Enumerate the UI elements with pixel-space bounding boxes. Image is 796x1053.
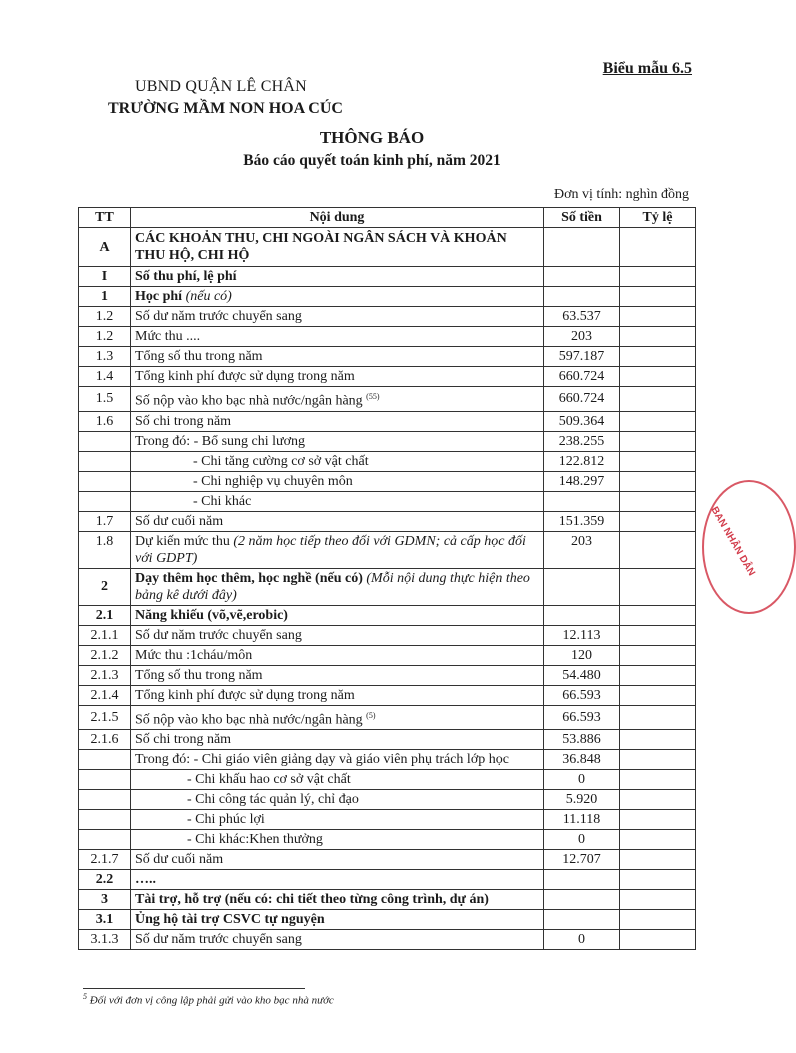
ratio-cell [620, 705, 696, 730]
section-1-row [79, 267, 696, 287]
tt-cell: 1 [79, 287, 131, 307]
tt-cell: 2.2 [79, 870, 131, 890]
row-2-1-7 [79, 850, 696, 870]
table-row [79, 665, 696, 685]
content-cell [131, 645, 544, 665]
red-seal-stamp [702, 480, 796, 614]
content-text: Dạy thêm học thêm, học nghề (nếu có) [135, 570, 363, 586]
ratio-cell [620, 491, 696, 511]
ratio-cell [620, 471, 696, 491]
content-text: Số chi trong năm [135, 732, 232, 748]
tt-cell: 3.1 [79, 910, 131, 930]
nang-khieu-detail-rows [79, 750, 696, 850]
content-cell [131, 685, 544, 705]
hoc-phi-row [79, 287, 696, 307]
footnote-divider [83, 988, 305, 989]
table-row [79, 411, 696, 431]
tt-cell: 1.5 [79, 387, 131, 412]
tt-cell: 2.1.2 [79, 645, 131, 665]
ratio-cell [620, 810, 696, 830]
content-cell: - Chi nghiệp vụ chuyên môn [131, 471, 544, 491]
detail-row [79, 750, 696, 770]
tt-cell: 1.2 [79, 307, 131, 327]
content-cell: - Chi phúc lợi [131, 810, 544, 830]
row-2-2 [79, 870, 696, 890]
content-text: Tổng kinh phí được sử dụng trong năm [135, 369, 355, 384]
document-title: THÔNG BÁO [319, 128, 425, 147]
amount-cell [544, 870, 620, 890]
tt-cell: A [79, 228, 131, 267]
finance-report-table [78, 207, 696, 950]
amount-cell [544, 287, 620, 307]
content-cell [131, 705, 544, 730]
footnote-ref: (55) [366, 392, 380, 401]
ratio-cell [620, 431, 696, 451]
row-1-8 [79, 531, 696, 568]
content-cell [131, 531, 544, 568]
detail-row [79, 431, 696, 451]
school-name: TRƯỜNG MẦM NON HOA CÚC [108, 100, 343, 117]
tt-cell [79, 471, 131, 491]
ratio-cell [620, 685, 696, 705]
section-2-1-row [79, 605, 696, 625]
content-cell: ….. [131, 870, 544, 890]
content-text: Số nộp vào kho bạc nhà nước/ngân hàng [135, 712, 363, 728]
form-code: Biểu mẫu 6.5 [602, 60, 692, 77]
table-row [79, 625, 696, 645]
content-note: (2 năm học tiếp theo đối với GDMN; cả cấp học đối với GDPT) [135, 533, 526, 566]
amount-cell: 63.537 [544, 307, 620, 327]
tt-cell: 2.1.5 [79, 705, 131, 730]
amount-cell: 54.480 [544, 665, 620, 685]
table-row [79, 730, 696, 750]
amount-cell: 36.848 [544, 750, 620, 770]
amount-cell: 66.593 [544, 685, 620, 705]
ratio-cell [620, 910, 696, 930]
tt-cell [79, 790, 131, 810]
header-tt: TT [79, 208, 131, 228]
content-cell: Số dư cuối năm [131, 850, 544, 870]
content-cell: - Chi khấu hao cơ sở vật chất [131, 770, 544, 790]
amount-cell: 0 [544, 770, 620, 790]
content-cell [131, 665, 544, 685]
amount-cell [544, 910, 620, 930]
section-3-1-row [79, 910, 696, 930]
content-cell: - Chi khác [131, 491, 544, 511]
tt-cell: 1.7 [79, 511, 131, 531]
ratio-cell [620, 730, 696, 750]
ratio-cell [620, 645, 696, 665]
content-cell [131, 411, 544, 431]
detail-row [79, 830, 696, 850]
content-cell [131, 730, 544, 750]
tt-cell: 2.1 [79, 605, 131, 625]
footnote-text: Đối với đơn vị công lập phải gửi vào kho bạc nhà nước [89, 994, 334, 1007]
detail-row [79, 491, 696, 511]
document-subtitle: Báo cáo quyết toán kinh phí, năm 2021 [243, 152, 501, 169]
content-cell: - Chi tăng cường cơ sở vật chất [131, 451, 544, 471]
table-row [79, 645, 696, 665]
content-text: Tổng số thu trong năm [135, 667, 263, 683]
amount-cell [544, 228, 620, 267]
ratio-cell [620, 267, 696, 287]
tt-cell: 3 [79, 890, 131, 910]
tt-cell: 2.1.7 [79, 850, 131, 870]
tt-cell: 1.3 [79, 347, 131, 367]
content-cell: - Chi công tác quản lý, chỉ đạo [131, 790, 544, 810]
footnote-mark: 5 [83, 992, 87, 1001]
amount-cell: 660.724 [544, 387, 620, 412]
header-content: Nội dung [131, 208, 544, 228]
amount-cell: 11.118 [544, 810, 620, 830]
hoc-phi-rows [79, 307, 696, 432]
detail-row [79, 790, 696, 810]
content-text: Số dư năm trước chuyển sang [135, 309, 302, 324]
authority-name: UBND QUẬN LÊ CHÂN [135, 78, 307, 95]
ratio-cell [620, 531, 696, 568]
ratio-cell [620, 511, 696, 531]
ratio-cell [620, 347, 696, 367]
content-cell [131, 568, 544, 605]
content-cell [131, 287, 544, 307]
amount-cell: 12.113 [544, 625, 620, 645]
content-text: Dự kiến mức thu [135, 533, 230, 549]
tt-cell: 2.1.4 [79, 685, 131, 705]
content-text: Số chi trong năm [135, 413, 232, 429]
amount-cell: 203 [544, 531, 620, 568]
ratio-cell [620, 568, 696, 605]
amount-cell: 0 [544, 830, 620, 850]
ratio-cell [620, 411, 696, 431]
content-cell: Năng khiếu (võ,vẽ,erobic) [131, 605, 544, 625]
amount-cell [544, 890, 620, 910]
amount-cell: 53.886 [544, 730, 620, 750]
amount-cell [544, 605, 620, 625]
content-cell [131, 347, 544, 367]
table-row [79, 367, 696, 387]
content-text: Mức thu .... [135, 329, 201, 344]
tt-cell: 2.1.6 [79, 730, 131, 750]
table-header-row [79, 208, 696, 228]
tt-cell [79, 451, 131, 471]
content-note: (nếu có) [185, 289, 232, 304]
tt-cell [79, 491, 131, 511]
ratio-cell [620, 850, 696, 870]
content-note: (Mỗi nội dung thực hiện theo bảng kê dưới đây) [135, 570, 530, 603]
section-a-row [79, 228, 696, 267]
table-row [79, 347, 696, 367]
content-text: Tổng số thu trong năm [135, 349, 263, 364]
header-amount: Số tiền [544, 208, 620, 228]
footnote [83, 992, 334, 1007]
tt-cell: 1.2 [79, 327, 131, 347]
tt-cell: 3.1.3 [79, 930, 131, 950]
unit-label: Đơn vị tính: nghìn đồng [554, 187, 689, 202]
content-cell: - Chi khác:Khen thưởng [131, 830, 544, 850]
tt-cell: 1.6 [79, 411, 131, 431]
content-text: Tổng kinh phí được sử dụng trong năm [135, 687, 355, 703]
amount-cell: 238.255 [544, 431, 620, 451]
content-cell: Trong đó: - Bổ sung chi lương [131, 431, 544, 451]
table-row [79, 685, 696, 705]
amount-cell: 120 [544, 645, 620, 665]
ratio-cell [620, 387, 696, 412]
tt-cell: 2.1.1 [79, 625, 131, 645]
ratio-cell [620, 665, 696, 685]
amount-cell: 151.359 [544, 511, 620, 531]
content-text: Số dư năm trước chuyển sang [135, 627, 302, 643]
tt-cell: I [79, 267, 131, 287]
table-row [79, 387, 696, 412]
nang-khieu-rows [79, 625, 696, 750]
tt-cell [79, 830, 131, 850]
content-cell: Số dư năm trước chuyển sang [131, 930, 544, 950]
content-cell [131, 625, 544, 645]
content-cell: Số dư cuối năm [131, 511, 544, 531]
tt-cell [79, 431, 131, 451]
row-3-1-3 [79, 930, 696, 950]
tt-cell [79, 810, 131, 830]
content-cell [131, 327, 544, 347]
ratio-cell [620, 790, 696, 810]
tt-cell: 1.4 [79, 367, 131, 387]
stamp-text: BAN NHÂN DÂN [708, 505, 757, 578]
amount-cell: 597.187 [544, 347, 620, 367]
header-ratio: Tỷ lệ [620, 208, 696, 228]
ratio-cell [620, 605, 696, 625]
ratio-cell [620, 307, 696, 327]
content-cell [131, 387, 544, 412]
amount-cell: 122.812 [544, 451, 620, 471]
table-row [79, 307, 696, 327]
detail-row [79, 451, 696, 471]
content-text: Mức thu :1cháu/môn [135, 647, 253, 663]
ratio-cell [620, 830, 696, 850]
detail-row [79, 471, 696, 491]
content-cell: Số thu phí, lệ phí [131, 267, 544, 287]
content-cell [131, 367, 544, 387]
ratio-cell [620, 327, 696, 347]
tt-cell [79, 770, 131, 790]
amount-cell [544, 491, 620, 511]
amount-cell: 0 [544, 930, 620, 950]
footnote-ref: (5) [366, 710, 376, 720]
ratio-cell [620, 228, 696, 267]
tt-cell: 2 [79, 568, 131, 605]
section-2-row [79, 568, 696, 605]
ratio-cell [620, 890, 696, 910]
amount-cell: 660.724 [544, 367, 620, 387]
content-cell: CÁC KHOẢN THU, CHI NGOÀI NGÂN SÁCH VÀ KHOẢN THU HỘ, CHI HỘ [131, 228, 544, 267]
tt-cell [79, 750, 131, 770]
table-row [79, 705, 696, 730]
row-1-7 [79, 511, 696, 531]
ratio-cell [620, 287, 696, 307]
detail-row [79, 810, 696, 830]
section-3-row [79, 890, 696, 910]
ratio-cell [620, 770, 696, 790]
amount-cell: 509.364 [544, 411, 620, 431]
content-text: Số nộp vào kho bạc nhà nước/ngân hàng [135, 393, 363, 409]
ratio-cell [620, 870, 696, 890]
tt-cell: 1.8 [79, 531, 131, 568]
tt-cell: 2.1.3 [79, 665, 131, 685]
ratio-cell [620, 930, 696, 950]
ratio-cell [620, 750, 696, 770]
amount-cell [544, 267, 620, 287]
ratio-cell [620, 625, 696, 645]
table-row [79, 327, 696, 347]
detail-row [79, 770, 696, 790]
hoc-phi-detail-rows [79, 431, 696, 511]
content-cell: Trong đó: - Chi giáo viên giảng dạy và giáo viên phụ trách lớp học [131, 750, 544, 770]
amount-cell: 148.297 [544, 471, 620, 491]
content-text: Học phí [135, 289, 183, 304]
ratio-cell [620, 367, 696, 387]
amount-cell: 203 [544, 327, 620, 347]
amount-cell: 66.593 [544, 705, 620, 730]
ratio-cell [620, 451, 696, 471]
amount-cell: 5.920 [544, 790, 620, 810]
content-cell: Ủng hộ tài trợ CSVC tự nguyện [131, 910, 544, 930]
content-cell [131, 307, 544, 327]
amount-cell: 12.707 [544, 850, 620, 870]
amount-cell [544, 568, 620, 605]
content-cell: Tài trợ, hỗ trợ (nếu có: chi tiết theo từng công trình, dự án) [131, 890, 544, 910]
